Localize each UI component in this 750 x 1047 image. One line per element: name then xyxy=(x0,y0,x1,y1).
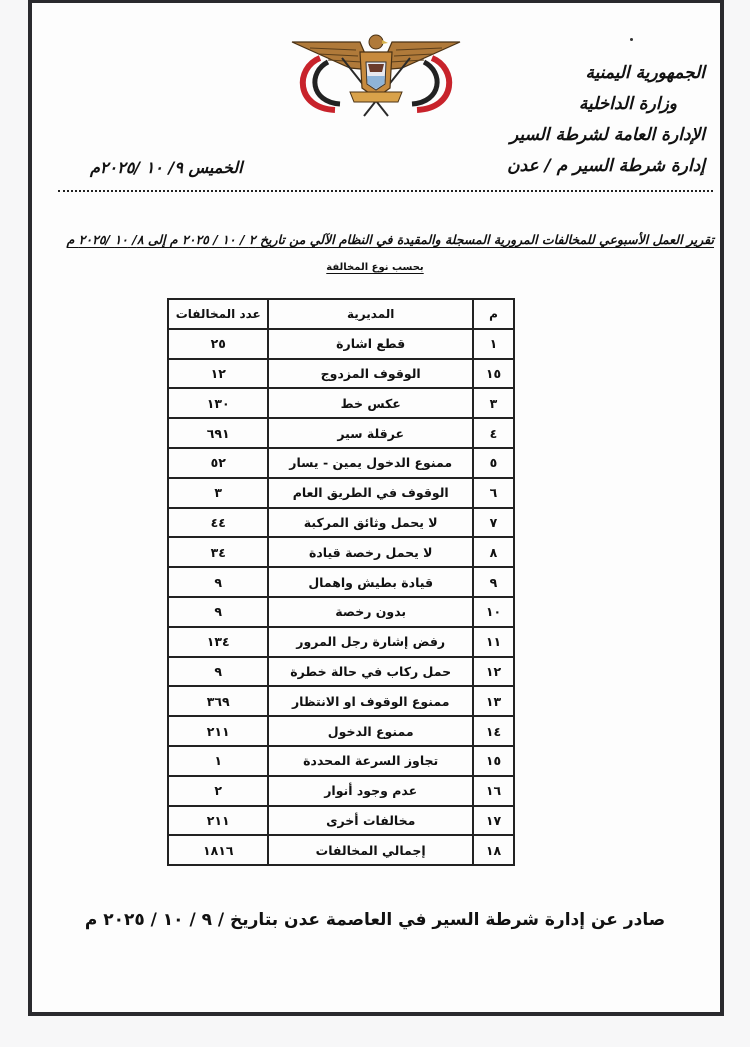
row-name: عكس خط xyxy=(268,388,472,418)
row-num: ١٥ xyxy=(473,359,514,389)
row-name: بدون رخصة xyxy=(268,597,472,627)
row-num: ١٤ xyxy=(473,716,514,746)
row-num: ١٨ xyxy=(473,835,514,865)
row-name: قيادة بطيش واهمال xyxy=(268,567,472,597)
row-num: ١٢ xyxy=(473,657,514,687)
table-row xyxy=(168,746,514,776)
table-row xyxy=(168,418,514,448)
table-row xyxy=(168,478,514,508)
row-count: ٩ xyxy=(168,597,268,627)
row-count: ٩ xyxy=(168,657,268,687)
letterhead-department: إدارة شرطة السير م / عدن xyxy=(507,156,705,176)
row-name: ممنوع الدخول يمين - يسار xyxy=(268,448,472,478)
letterhead-ministry: وزارة الداخلية xyxy=(578,94,677,114)
row-count: ١٢ xyxy=(168,359,268,389)
row-name: تجاوز السرعة المحددة xyxy=(268,746,472,776)
row-count: ٣٦٩ xyxy=(168,686,268,716)
row-name: الوقوف المزدوج xyxy=(268,359,472,389)
header-num: م xyxy=(473,299,514,329)
issued-by-footer: صادر عن إدارة شرطة السير في العاصمة عدن بتاريخ / ٩ / ١٠ / ٢٠٢٥ م xyxy=(84,910,666,930)
row-count: ٥٢ xyxy=(168,448,268,478)
table-row xyxy=(168,359,514,389)
header-name: المديرية xyxy=(268,299,472,329)
letterhead xyxy=(507,58,705,182)
row-name: عرقلة سير xyxy=(268,418,472,448)
row-num: ١١ xyxy=(473,627,514,657)
letterhead-directorate: الإدارة العامة لشرطة السير xyxy=(509,125,705,145)
row-count: ٢١١ xyxy=(168,716,268,746)
table-row xyxy=(168,776,514,806)
row-count: ١٨١٦ xyxy=(168,835,268,865)
letterhead-country: الجمهورية اليمنية xyxy=(585,63,705,83)
row-num: ١ xyxy=(473,329,514,359)
document-date: الخميس ٩/ ١٠ /٢٠٢٥م xyxy=(90,158,243,177)
report-title: تقرير العمل الأسبوعي للمخالفات المرورية المسجلة والمقيدة في النظام الآلي من تاريخ ٢ / ١٠ / ٢٠٢٥ م إلى ٨/ ١٠ /٢٠٢٥ م xyxy=(66,232,714,247)
table-row xyxy=(168,388,514,418)
row-name: حمل ركاب في حالة خطرة xyxy=(268,657,472,687)
row-count: ١٣٤ xyxy=(168,627,268,657)
row-count: ٢٥ xyxy=(168,329,268,359)
table-row xyxy=(168,657,514,687)
row-count: ٣٤ xyxy=(168,537,268,567)
table-row xyxy=(168,508,514,538)
row-name: رفض إشارة رجل المرور xyxy=(268,627,472,657)
table-row xyxy=(168,627,514,657)
row-num: ٩ xyxy=(473,567,514,597)
row-num: ٣ xyxy=(473,388,514,418)
row-num: ١٥ xyxy=(473,746,514,776)
row-name: ممنوع الوقوف او الانتظار xyxy=(268,686,472,716)
row-num: ٧ xyxy=(473,508,514,538)
row-name: الوقوف في الطريق العام xyxy=(268,478,472,508)
scan-speck xyxy=(630,38,633,41)
table-header-row xyxy=(168,299,514,329)
table-row xyxy=(168,448,514,478)
header-divider xyxy=(58,190,713,192)
row-name: عدم وجود أنوار xyxy=(268,776,472,806)
row-name: لا يحمل رخصة قيادة xyxy=(268,537,472,567)
row-num: ٤ xyxy=(473,418,514,448)
row-num: ٨ xyxy=(473,537,514,567)
row-num: ١٠ xyxy=(473,597,514,627)
table-row xyxy=(168,597,514,627)
report-subtitle: بحسب نوع المخالفة xyxy=(326,262,424,273)
table-row xyxy=(168,567,514,597)
row-name: لا يحمل وثائق المركبة xyxy=(268,508,472,538)
row-name: قطع اشارة xyxy=(268,329,472,359)
table-row xyxy=(168,806,514,836)
row-num: ١٧ xyxy=(473,806,514,836)
row-num: ١٦ xyxy=(473,776,514,806)
row-name: ممنوع الدخول xyxy=(268,716,472,746)
table-total-row xyxy=(168,835,514,865)
row-count: ٢١١ xyxy=(168,806,268,836)
row-num: ٥ xyxy=(473,448,514,478)
row-count: ٤٤ xyxy=(168,508,268,538)
table-row xyxy=(168,329,514,359)
table-row xyxy=(168,686,514,716)
row-count: ٦٩١ xyxy=(168,418,268,448)
violations-table xyxy=(167,298,515,866)
row-name: مخالفات أخرى xyxy=(268,806,472,836)
row-name: إجمالي المخالفات xyxy=(268,835,472,865)
row-count: ٩ xyxy=(168,567,268,597)
row-count: ١ xyxy=(168,746,268,776)
row-num: ١٣ xyxy=(473,686,514,716)
yemen-emblem-icon xyxy=(290,28,462,118)
table-row xyxy=(168,716,514,746)
table-row xyxy=(168,537,514,567)
row-count: ٣ xyxy=(168,478,268,508)
row-count: ٢ xyxy=(168,776,268,806)
row-count: ١٣٠ xyxy=(168,388,268,418)
header-count: عدد المخالفات xyxy=(168,299,268,329)
row-num: ٦ xyxy=(473,478,514,508)
